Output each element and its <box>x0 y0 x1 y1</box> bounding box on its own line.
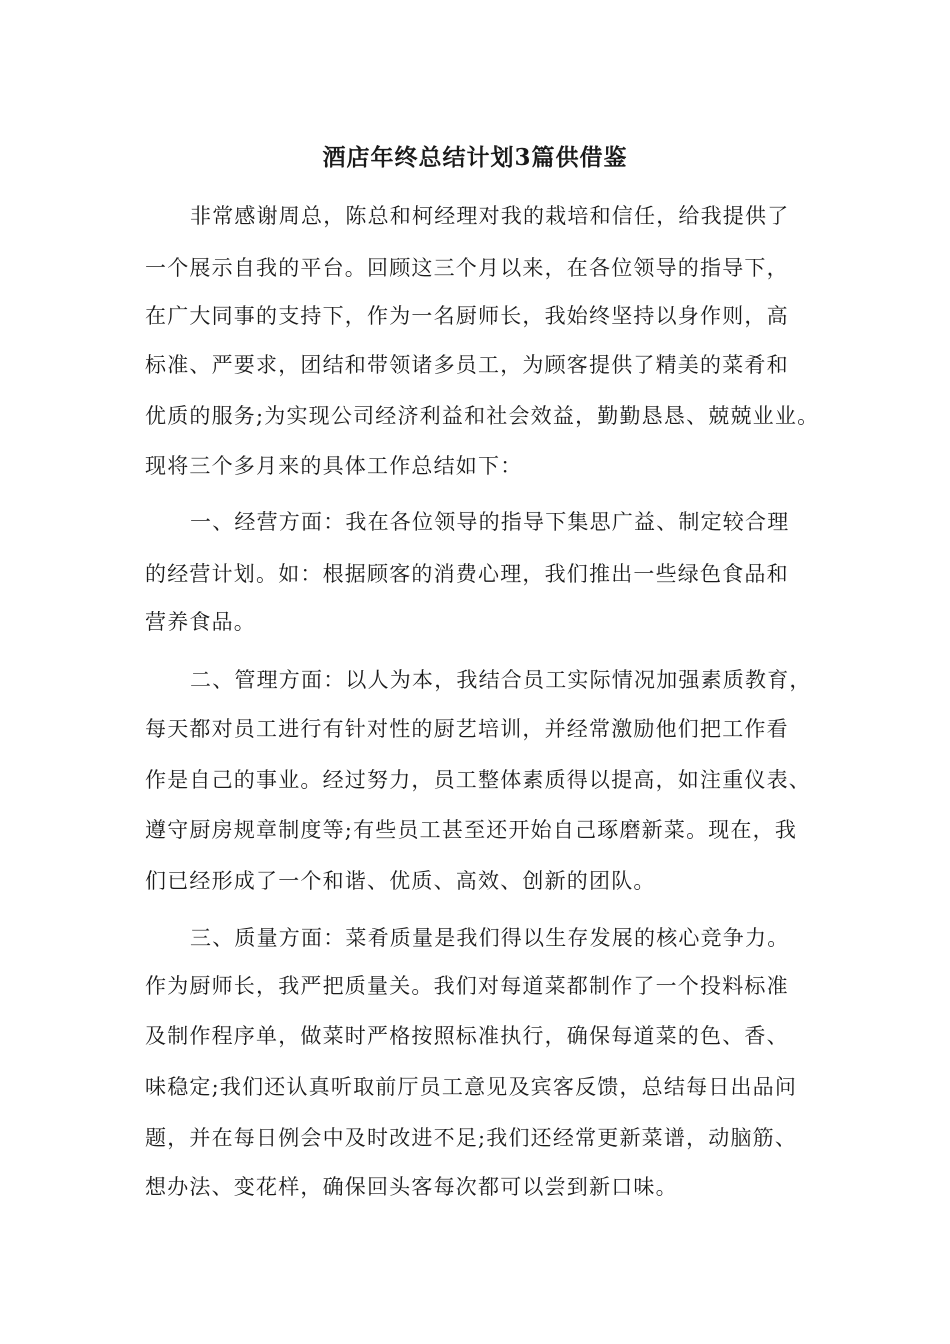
paragraph-line: 味稳定;我们还认真听取前厅员工意见及宾客反馈，总结每日出品问 <box>145 1075 798 1099</box>
document-title: 酒店年终总结计划3篇供借鉴 <box>322 144 628 171</box>
paragraph-line: 一、经营方面：我在各位领导的指导下集思广益、制定较合理 <box>190 510 790 534</box>
paragraph-line: 三、质量方面：菜肴质量是我们得以生存发展的核心竞争力。 <box>190 926 790 950</box>
paragraph-line: 遵守厨房规章制度等;有些员工甚至还开始自己琢磨新菜。现在，我 <box>145 818 798 842</box>
paragraph-line: 在广大同事的支持下，作为一名厨师长，我始终坚持以身作则，高 <box>145 304 789 328</box>
paragraph-line: 的经营计划。如：根据顾客的消费心理，我们推出一些绿色食品和 <box>145 562 789 586</box>
paragraph-line: 及制作程序单，做菜时严格按照标准执行，确保每道菜的色、香、 <box>145 1024 789 1048</box>
paragraph-line: 二、管理方面：以人为本，我结合员工实际情况加强素质教育， <box>190 668 812 692</box>
paragraph-line: 优质的服务;为实现公司经济利益和社会效益，勤勤恳恳、兢兢业业。 <box>145 404 820 428</box>
paragraph-line: 非常感谢周总，陈总和柯经理对我的栽培和信任，给我提供了 <box>190 204 790 228</box>
paragraph-line: 们已经形成了一个和谐、优质、高效、创新的团队。 <box>145 869 656 893</box>
paragraph-line: 想办法、变花样，确保回头客每次都可以尝到新口味。 <box>145 1175 678 1199</box>
paragraph-line: 标准、严要求，团结和带领诸多员工，为顾客提供了精美的菜肴和 <box>145 353 789 377</box>
paragraph-line: 营养食品。 <box>145 610 256 634</box>
paragraph-line: 作是自己的事业。经过努力，员工整体素质得以提高，如注重仪表、 <box>145 768 811 792</box>
paragraph-line: 作为厨师长，我严把质量关。我们对每道菜都制作了一个投料标准 <box>145 974 789 998</box>
paragraph-line: 现将三个多月来的具体工作总结如下： <box>145 454 523 478</box>
paragraph-line: 一个展示自我的平台。回顾这三个月以来，在各位领导的指导下， <box>145 256 789 280</box>
paragraph-line: 每天都对员工进行有针对性的厨艺培训，并经常激励他们把工作看 <box>145 717 789 741</box>
paragraph-line: 题，并在每日例会中及时改进不足;我们还经常更新菜谱，动脑筋、 <box>145 1126 798 1150</box>
